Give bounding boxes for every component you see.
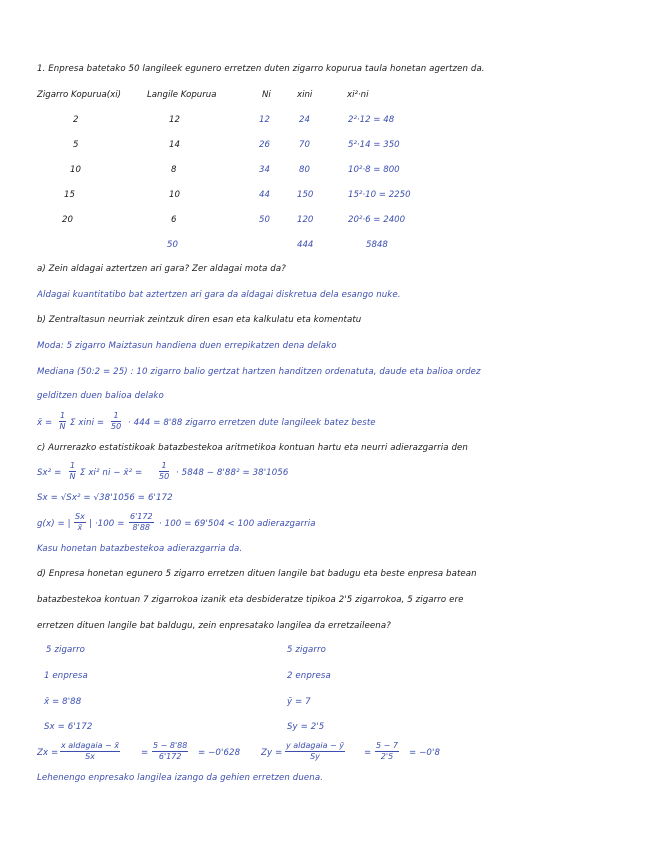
mean-frac-1 bbox=[59, 411, 66, 432]
table-cell: 24 bbox=[299, 115, 310, 125]
variance-frac-2 bbox=[159, 461, 169, 482]
table-cell: 12 bbox=[169, 115, 180, 125]
table-cell: 5²·14 = 350 bbox=[348, 140, 400, 150]
table-cell: 34 bbox=[259, 165, 270, 175]
table-cell: 80 bbox=[299, 165, 310, 175]
variance-lhs: Sx² = bbox=[37, 468, 62, 478]
question-c: c) Aurrerazko estatistikoak batazbestekoa aritmetikoa kontuan hartu eta neurri adierazgarria den bbox=[37, 443, 468, 453]
variance-frac-1 bbox=[69, 461, 76, 482]
company1-sd: Sx = 6'172 bbox=[44, 722, 93, 732]
table-cell: 5 bbox=[73, 140, 79, 150]
fraction-numerator: 1 bbox=[60, 411, 66, 420]
table-cell: 10 bbox=[169, 190, 180, 200]
table-cell: 50 bbox=[259, 215, 270, 225]
table-cell: 12 bbox=[259, 115, 270, 125]
mean-frac-2 bbox=[111, 411, 121, 432]
zscore2-rhs: = −0'8 bbox=[409, 748, 441, 758]
header-ni: Ni bbox=[262, 90, 271, 100]
zscore1-eq: = bbox=[141, 748, 149, 758]
cv-mid: | ·100 = bbox=[89, 519, 125, 529]
table-cell: 15 bbox=[64, 190, 75, 200]
total-xini: 444 bbox=[297, 240, 314, 250]
zscore2-frac-2 bbox=[375, 741, 399, 762]
zscore1-frac-1 bbox=[60, 741, 120, 762]
fraction-numerator: 5 − 7 bbox=[376, 741, 398, 750]
cv-frac-1 bbox=[74, 512, 86, 533]
fraction-numerator: y aldagaia − ȳ bbox=[286, 741, 345, 750]
zscore2-lhs: Zy = bbox=[261, 748, 283, 758]
conclusion-d: Lehenengo enpresako langilea izango da gehien erretzen duena. bbox=[37, 773, 324, 783]
mean-mid: Σ xini = bbox=[70, 418, 105, 428]
table-cell: 8 bbox=[171, 165, 177, 175]
conclusion-c: Kasu honetan batazbestekoa adierazgarria da. bbox=[37, 544, 243, 554]
fraction-denominator: 8'88 bbox=[132, 523, 151, 532]
company1-label: 1 enpresa bbox=[44, 671, 88, 681]
zscore2-frac-1 bbox=[285, 741, 345, 762]
table-cell: 10 bbox=[70, 165, 81, 175]
mediana-line-2: gelditzen duen balioa delako bbox=[37, 391, 164, 401]
question-d-line-2: batazbestekoa kontuan 7 zigarrokoa izanik eta desbideratze tipikoa 2'5 zigarrokoa, 5 zigarro ere bbox=[37, 595, 464, 605]
company2-sd: Sy = 2'5 bbox=[287, 722, 325, 732]
fraction-denominator: Sx bbox=[85, 752, 95, 761]
variance-mid: Σ xi² ni − x̄² = bbox=[80, 468, 143, 478]
header-cigarettes: Zigarro Kopurua(xi) bbox=[37, 90, 121, 100]
question-a: a) Zein aldagai aztertzen ari gara? Zer aldagai mota da? bbox=[37, 264, 286, 274]
total-workers: 50 bbox=[167, 240, 178, 250]
zscore1-frac-2 bbox=[152, 741, 188, 762]
zscore1-rhs: = −0'628 bbox=[198, 748, 241, 758]
table-cell: 2²·12 = 48 bbox=[348, 115, 395, 125]
table-cell: 44 bbox=[259, 190, 270, 200]
fraction-denominator: 2'5 bbox=[380, 752, 394, 761]
fraction-numerator: Sx bbox=[75, 512, 85, 521]
table-cell: 150 bbox=[297, 190, 314, 200]
fraction-numerator: 6'172 bbox=[130, 512, 153, 521]
company2-label: 2 enpresa bbox=[287, 671, 331, 681]
intro-text: 1. Enpresa batetako 50 langileek egunero erretzen duten zigarro kopurua taula honetan agertzen da. bbox=[37, 64, 485, 74]
table-cell: 120 bbox=[297, 215, 314, 225]
question-d-line-3: erretzen dituen langile bat baldugu, zein enpresatako langilea da erretzaileena? bbox=[37, 621, 391, 631]
fraction-numerator: 1 bbox=[159, 461, 169, 472]
table-cell: 2 bbox=[73, 115, 79, 125]
fraction-numerator: 1 bbox=[70, 461, 76, 470]
std-dev-line: Sx = √Sx² = √38'1056 = 6'172 bbox=[37, 493, 173, 503]
fraction-numerator: x aldagaia − x̄ bbox=[61, 741, 120, 750]
cv-lhs: g(x) = | bbox=[37, 519, 71, 529]
table-cell: 10²·8 = 800 bbox=[348, 165, 400, 175]
fraction-numerator: 1 bbox=[111, 411, 121, 422]
answer-a: Aldagai kuantitatibo bat aztertzen ari gara da aldagai diskretua dela esango nuke. bbox=[37, 290, 401, 300]
table-cell: 6 bbox=[171, 215, 177, 225]
fraction-denominator: Sy bbox=[310, 752, 320, 761]
company2-mean: ȳ = 7 bbox=[287, 697, 311, 707]
cv-frac-2 bbox=[129, 512, 154, 533]
table-cell: 20²·6 = 2400 bbox=[348, 215, 406, 225]
table-cell: 15²·10 = 2250 bbox=[348, 190, 411, 200]
table-cell: 20 bbox=[62, 215, 73, 225]
fraction-denominator: 50 bbox=[159, 472, 170, 481]
company1-cigarettes: 5 zigarro bbox=[46, 645, 86, 655]
company2-cigarettes: 5 zigarro bbox=[287, 645, 327, 655]
fraction-denominator: N bbox=[69, 472, 76, 481]
fraction-denominator: N bbox=[59, 422, 66, 431]
table-cell: 14 bbox=[169, 140, 180, 150]
header-xini: xini bbox=[297, 90, 313, 100]
company1-mean: x̄ = 8'88 bbox=[44, 697, 82, 707]
header-workers: Langile Kopurua bbox=[147, 90, 217, 100]
moda-line: Moda: 5 zigarro Maiztasun handiena duen errepikatzen dena delako bbox=[37, 341, 337, 351]
variance-rhs: · 5848 − 8'88² = 38'1056 bbox=[176, 468, 289, 478]
fraction-denominator: 6'172 bbox=[158, 752, 182, 761]
question-b: b) Zentraltasun neurriak zeintzuk diren esan eta kalkulatu eta komentatu bbox=[37, 315, 362, 325]
fraction-denominator: 50 bbox=[111, 422, 122, 431]
table-cell: 26 bbox=[259, 140, 270, 150]
cv-rhs: · 100 = 69'504 < 100 adierazgarria bbox=[159, 519, 316, 529]
table-cell: 70 bbox=[299, 140, 310, 150]
header-xi2ni: xi²·ni bbox=[347, 90, 369, 100]
mean-lhs: x̄ = bbox=[37, 418, 53, 428]
fraction-denominator: x̄ bbox=[77, 523, 83, 532]
zscore2-eq: = bbox=[364, 748, 372, 758]
fraction-numerator: 5 − 8'88 bbox=[153, 741, 188, 750]
total-x2ni: 5848 bbox=[366, 240, 388, 250]
zscore1-lhs: Zx = bbox=[37, 748, 59, 758]
mean-rhs: · 444 = 8'88 zigarro erretzen dute langileek batez beste bbox=[128, 418, 376, 428]
mediana-line-1: Mediana (50:2 = 25) : 10 zigarro balio gertzat hartzen handitzen ordenatuta, daude eta balioa ordez bbox=[37, 367, 481, 377]
question-d-line-1: d) Enpresa honetan egunero 5 zigarro erretzen dituen langile bat badugu eta beste enpresa batean bbox=[37, 569, 477, 579]
